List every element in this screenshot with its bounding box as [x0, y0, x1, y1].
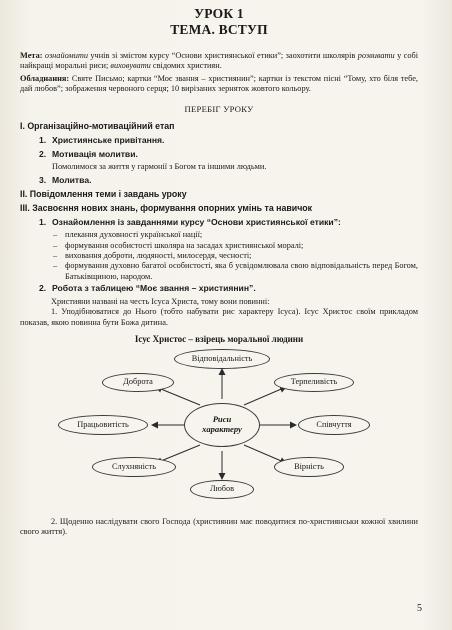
stage-3-title: III. Засвоєння нових знань, формування опорних умінь та навичок	[20, 202, 313, 213]
node-upper-left: Доброта	[102, 373, 174, 392]
diagram-title: Ісус Христос – взірець моральної людини	[134, 333, 304, 344]
goal-text-2: у собі найкращі моральні риси;	[20, 50, 419, 71]
stage-1-title: I. Організаційно-мотиваційний етап	[20, 121, 175, 132]
node-left: Працьовитість	[58, 415, 148, 435]
goal-text-3: свідомих християн.	[150, 61, 222, 71]
lesson-equipment	[20, 74, 418, 95]
arrow-to-upper-left	[156, 387, 200, 405]
goal-verb-3: виховувати	[110, 61, 151, 71]
stage-3-step-2	[39, 283, 418, 294]
node-upper-right: Терпеливість	[274, 373, 354, 392]
node-lower-right: Вірність	[274, 457, 344, 477]
lesson-goal	[20, 51, 418, 72]
step-label: Ознайомлення із завданнями курсу “Основи християнської етики”:	[52, 216, 341, 227]
step-number: 2.	[39, 148, 47, 159]
equipment-text: Святе Письмо; картки “Моє звання – християнин”; картки із текстом пісні “Тому, хто біля тебе, дай любов”; зображення червоного серця; 10 вирізаних зерняток жовтого кольору.	[20, 73, 418, 93]
list-item: – формування особистості школяра на засадах християнської моралі;	[53, 241, 418, 251]
prayer-text: Помолимося за життя у гармонії з Богом та іншими людьми.	[52, 162, 267, 172]
node-lower-left: Слухняність	[92, 457, 176, 477]
lesson-topic-title: ТЕМА. ВСТУП	[170, 21, 268, 37]
character-traits-diagram	[24, 347, 422, 503]
stage-1-step-3	[39, 175, 418, 186]
goal-text-1: учнів зі змістом курсу “Основи християнської етики”; заохотити школярів	[88, 50, 358, 60]
arrow-to-upper-right	[244, 387, 286, 405]
step-label: Робота з таблицею “Моє звання – християнин”.	[52, 283, 256, 294]
stage-2-title: II. Повідомлення теми і завдань уроку	[20, 188, 187, 199]
course-tasks-list	[53, 230, 418, 282]
node-right: Співчуття	[298, 415, 370, 435]
stage-3-step-1	[39, 217, 418, 228]
stage-1-step-2	[39, 149, 418, 160]
step-label: Християнське привітання.	[52, 135, 165, 145]
paragraph: Християни названі на честь Ісуса Христа, тому вони повинні:	[51, 296, 270, 306]
node-bottom: Любов	[190, 480, 254, 499]
goal-verb-2: розвивати	[357, 50, 395, 60]
page-number: 5	[417, 603, 422, 614]
equipment-label: Обладнання:	[20, 73, 70, 83]
goal-label: Мета:	[20, 50, 43, 60]
final-paragraph: 2. Щоденно наслідувати свого Господа (християнин має поводитися по-християнськи кожної хвилини свого життя).	[20, 517, 418, 537]
lesson-progress-heading: ПЕРЕБІГ УРОКУ	[184, 104, 254, 115]
list-item: – плекання духовності української нації;	[53, 230, 418, 240]
step-number: 1.	[39, 135, 47, 145]
list-item: – формування духовно багатої особистості, яка б усвідомлювала свою відповідальність перед Богом, Батьківщиною, народом.	[53, 261, 418, 282]
center-node-line-2: характеру	[202, 424, 242, 435]
center-node	[184, 403, 260, 447]
step-label: Молитва.	[52, 174, 92, 185]
center-node-line-1: Риси	[212, 414, 232, 425]
step-number: 2.	[39, 283, 47, 294]
lesson-number-title: УРОК 1	[194, 6, 244, 21]
step-label: Мотивація молитви.	[52, 148, 138, 159]
list-item: – виховання доброти, людяності, милосердя, чесності;	[53, 251, 418, 261]
stage-1-step-1	[39, 135, 418, 146]
node-top: Відповідальність	[174, 349, 270, 369]
step-number: 3.	[39, 174, 47, 185]
step-number: 1.	[39, 216, 47, 227]
paragraph: 1. Уподібнюватися до Нього (тобто набувати рис характеру Ісуса). Ісус Христос своїм прикладом показав, якою повинна бути Божа дитина.	[20, 307, 418, 327]
goal-verb-1: ознайомити	[44, 50, 89, 60]
